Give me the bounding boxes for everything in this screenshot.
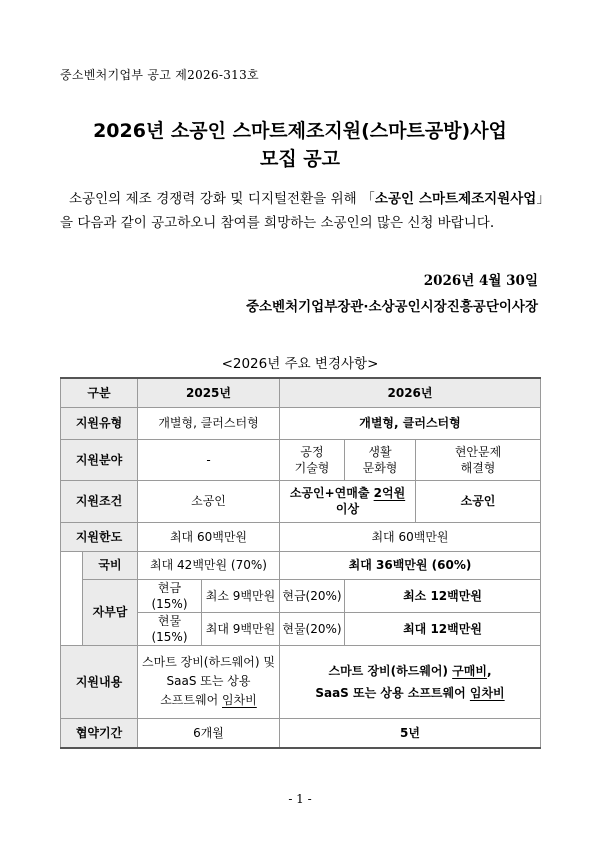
field-issue-solving: 현안문제 해결형	[416, 439, 541, 480]
label-support-field: 지원분야	[61, 439, 138, 480]
row-support-content	[61, 645, 541, 718]
indent-spacer	[61, 551, 83, 645]
label-self-pay: 자부담	[83, 579, 138, 645]
title-line-2: 모집 공고	[259, 148, 341, 170]
project-name: 소공인 스마트제조지원사업	[374, 191, 537, 207]
header-2025: 2025년	[138, 378, 280, 407]
row-self-pay-cash	[61, 579, 541, 612]
label-support-content: 지원내용	[61, 645, 138, 718]
header-category: 구분	[61, 378, 138, 407]
open-bracket: 「	[361, 191, 375, 207]
row-national-funding	[61, 551, 541, 579]
signatory: 중소벤처기업부장관·소상공인시장진흥공단이사장	[245, 299, 538, 315]
cash-2025-amount: 최소 9백만원	[202, 579, 280, 612]
support-limit-2026: 최대 60백만원	[280, 522, 541, 551]
label-support-type: 지원유형	[61, 407, 138, 439]
support-content-2026: 스마트 장비(하드웨어) 구매비, SaaS 또는 상용 소프트웨어 임차비	[280, 645, 541, 718]
header-2026: 2026년	[280, 378, 541, 407]
field-process-tech: 공정 기술형	[280, 439, 345, 480]
goods-2026: 현물(20%)	[280, 612, 345, 645]
table-header-row	[61, 378, 541, 407]
row-support-condition	[61, 480, 541, 522]
changes-table	[60, 377, 541, 749]
cash-2026-amount: 최소 12백만원	[345, 579, 541, 612]
row-support-limit	[61, 522, 541, 551]
announcement-date: 2026년 4월 30일	[423, 273, 538, 289]
row-agreement-period	[61, 718, 541, 748]
support-content-2025: 스마트 장비(하드웨어) 및 SaaS 또는 상용 소프트웨어 임차비	[138, 645, 280, 718]
label-support-limit: 지원한도	[61, 522, 138, 551]
support-condition-2026-sales: 소공인+연매출 2억원 이상	[280, 480, 416, 522]
goods-2026-amount: 최대 12백만원	[345, 612, 541, 645]
support-field-2025: -	[138, 439, 280, 480]
goods-2025: 현물(15%)	[138, 612, 202, 645]
label-support-condition: 지원조건	[61, 480, 138, 522]
cash-2026: 현금(20%)	[280, 579, 345, 612]
row-support-type	[61, 407, 541, 439]
label-agreement-period: 협약기간	[61, 718, 138, 748]
close-bracket: 」	[536, 191, 551, 207]
title-line-1: 2026년 소공인 스마트제조지원(스마트공방)사업	[93, 120, 507, 142]
agreement-period-2025: 6개월	[138, 718, 280, 748]
support-type-2026: 개별형, 클러스터형	[280, 407, 541, 439]
row-support-field	[61, 439, 541, 480]
national-funding-2025: 최대 42백만원 (70%)	[138, 551, 280, 579]
cash-2025: 현금(15%)	[138, 579, 202, 612]
support-condition-2026-basic: 소공인	[416, 480, 541, 522]
intro-paragraph	[60, 187, 550, 235]
goods-2025-amount: 최대 9백만원	[202, 612, 280, 645]
support-type-2025: 개별형, 클러스터형	[138, 407, 280, 439]
support-limit-2025: 최대 60백만원	[138, 522, 280, 551]
agreement-period-2026: 5년	[280, 718, 541, 748]
national-funding-2026: 최대 36백만원 (60%)	[280, 551, 541, 579]
label-national-funding: 국비	[83, 551, 138, 579]
intro-text-2: 을 다음과 같이 공고하오니 참여를 희망하는 소공인의 많은 신청 바랍니다.	[60, 215, 495, 231]
table-caption: <2026년 주요 변경사항>	[221, 356, 379, 372]
field-life-culture: 생활 문화형	[345, 439, 416, 480]
page-number: - 1 -	[288, 792, 312, 806]
intro-text-1: 소공인의 제조 경쟁력 강화 및 디지털전환을 위해	[68, 191, 362, 207]
support-condition-2025: 소공인	[138, 480, 280, 522]
document-number: 중소벤처기업부 공고 제2026-313호	[60, 68, 259, 82]
